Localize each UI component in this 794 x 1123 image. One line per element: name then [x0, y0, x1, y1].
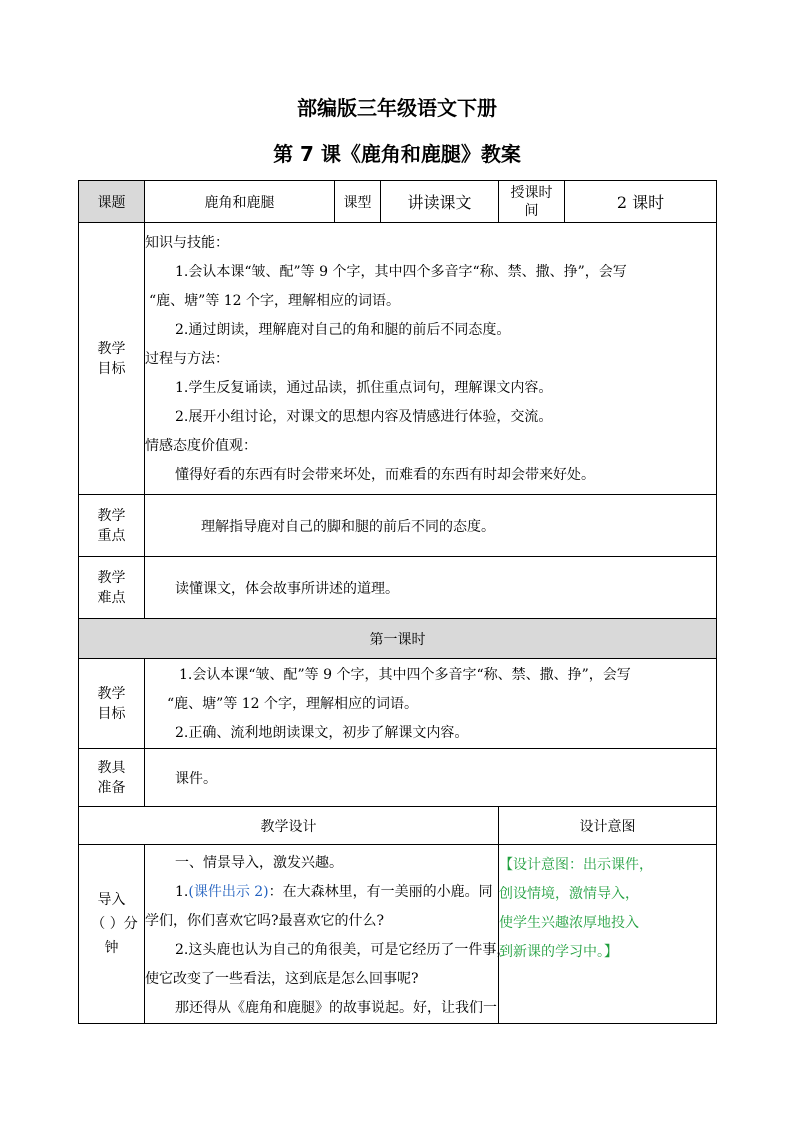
goals-line: 情感态度价值观： — [145, 438, 257, 454]
lesson-goals-line: 1.会认本课“皱、配”等 9 个字，其中四个多音字“称、禁、撒、挣”，会写 — [179, 667, 631, 683]
goals-line: 2.展开小组讨论，对课文的思想内容及情感进行体验，交流。 — [175, 409, 553, 425]
focus-label: 教学重点 — [79, 495, 145, 557]
design-line: 学们，你们喜欢它吗?最喜欢它的什么? — [145, 913, 385, 929]
focus-row — [79, 495, 717, 557]
design-line-text: ：在大森林里，有一美丽的小鹿。同 — [268, 884, 493, 900]
lesson-heading: 第一课时 — [79, 619, 717, 659]
difficulty-label: 教学难点 — [79, 557, 145, 619]
intent-line: 使学生兴趣浓厚地投入 — [499, 915, 639, 931]
intro-label-bottom: 钟 — [104, 940, 119, 956]
design-line — [145, 878, 498, 907]
type-value: 讲读课文 — [381, 181, 499, 223]
intro-intent-content — [499, 845, 717, 1024]
design-line-number: 1. — [175, 884, 189, 900]
goals-row — [79, 223, 717, 495]
goals-line: 过程与方法： — [145, 351, 229, 367]
lesson-goals-line: “鹿、塘”等 12 个字，理解相应的词语。 — [167, 696, 419, 712]
design-header: 教学设计 — [79, 807, 499, 845]
header-row — [79, 181, 717, 223]
goals-content — [145, 223, 717, 495]
lesson-goals-row — [79, 659, 717, 749]
tools-text: 课件。 — [145, 749, 717, 807]
intro-design-content — [145, 845, 511, 1024]
difficulty-text: 读懂课文，体会故事所讲述的道理。 — [145, 557, 717, 619]
topic-value: 鹿角和鹿腿 — [145, 181, 335, 223]
design-line: 那还得从《鹿角和鹿腿》的故事说起。好，让我们一 — [175, 1000, 497, 1016]
design-line: 2.这头鹿也认为自己的角很美，可是它经历了一件事， — [175, 942, 511, 958]
intro-label-top: 导入 — [97, 892, 126, 908]
topic-label: 课题 — [79, 181, 145, 223]
lesson-goals-line: 2.正确、流利地朗读课文，初步了解课文内容。 — [175, 725, 469, 741]
intent-line: 到新课的学习中。】 — [499, 944, 618, 960]
goals-line: 1.会认本课“皱、配”等 9 个字，其中四个多音字“称、禁、撒、挣”，会写 — [175, 264, 627, 280]
goals-label: 教学目标 — [79, 223, 145, 495]
document-title: 部编版三年级语文下册 — [297, 96, 497, 120]
intro-row — [79, 845, 717, 1024]
type-label: 课型 — [335, 181, 381, 223]
difficulty-row — [79, 557, 717, 619]
intro-label-minutes: （ ）分 — [91, 916, 138, 932]
lesson-goals-content — [145, 659, 717, 749]
lesson-title: 第 7 课《鹿角和鹿腿》教案 — [273, 142, 521, 166]
time-label: 授课时间 — [499, 181, 565, 223]
goals-line: 懂得好看的东西有时会带来坏处，而难看的东西有时却会带来好处。 — [175, 467, 595, 483]
hours-value: 2 课时 — [565, 181, 717, 223]
goals-line: 知识与技能： — [145, 235, 229, 251]
design-line: 一、情景导入，激发兴趣。 — [175, 855, 343, 871]
intent-line: 【设计意图：出示课件， — [499, 857, 653, 873]
goals-line: 1.学生反复诵读，通过品读，抓住重点词句，理解课文内容。 — [175, 380, 553, 396]
courseware-ref: (课件出示 2) — [188, 884, 269, 900]
lesson-heading-row — [79, 619, 717, 659]
tools-row — [79, 749, 717, 807]
lesson-plan-table — [78, 180, 717, 1024]
intro-label — [79, 845, 145, 1024]
goals-line: 2.通过朗读，理解鹿对自己的角和腿的前后不同态度。 — [175, 322, 511, 338]
intent-header: 设计意图 — [499, 807, 717, 845]
tools-label: 教具准备 — [79, 749, 145, 807]
focus-text: 理解指导鹿对自己的脚和腿的前后不同的态度。 — [145, 495, 717, 557]
design-line: 使它改变了一些看法，这到底是怎么回事呢? — [145, 971, 419, 987]
lesson-goals-label: 教学目标 — [79, 659, 145, 749]
intent-line: 创设情境，激情导入， — [499, 886, 639, 902]
goals-line: “鹿、塘”等 12 个字，理解相应的词语。 — [149, 293, 401, 309]
design-header-row — [79, 807, 717, 845]
